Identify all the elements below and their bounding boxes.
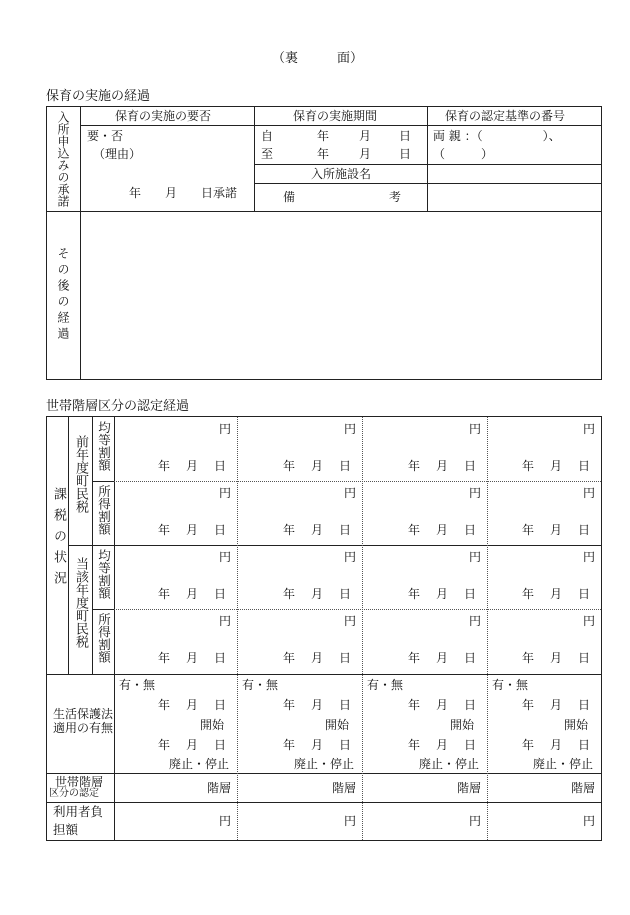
welfare-year-2: 年 <box>283 738 296 752</box>
date-day: 日 <box>578 523 591 537</box>
date-year: 年 <box>522 523 535 537</box>
start-label: 開始 <box>325 718 350 732</box>
start-label: 開始 <box>564 718 589 732</box>
need-text: 要・否 <box>87 129 124 143</box>
date-month: 月 <box>186 459 199 473</box>
reason-text: （理由） <box>93 147 142 161</box>
date-year: 年 <box>522 651 535 665</box>
date-day: 日 <box>214 651 227 665</box>
date-month: 月 <box>550 651 563 665</box>
date-day: 日 <box>214 587 227 601</box>
welfare-day-2: 日 <box>339 738 352 752</box>
date-month: 月 <box>186 587 199 601</box>
date-year: 年 <box>283 459 296 473</box>
date-year: 年 <box>408 651 421 665</box>
start-label: 開始 <box>450 718 475 732</box>
date-month: 月 <box>311 523 324 537</box>
date-year: 年 <box>283 651 296 665</box>
date-day: 日 <box>464 459 477 473</box>
paren-text: （ ） <box>433 147 494 161</box>
section2-heading: 世帯階層区分の認定経過 <box>46 399 190 414</box>
burden-yen: 円 <box>344 814 357 828</box>
burden-yen: 円 <box>583 814 596 828</box>
from-month: 月 <box>359 129 372 143</box>
date-year: 年 <box>158 587 171 601</box>
remarks-label-2: 考 <box>389 190 402 204</box>
tier-unit: 階層 <box>571 781 596 795</box>
welfare-month-2: 月 <box>186 738 199 752</box>
yen-unit: 円 <box>344 550 357 564</box>
date-month: 月 <box>186 523 199 537</box>
date-year: 年 <box>408 523 421 537</box>
date-year: 年 <box>158 523 171 537</box>
to-day: 日 <box>399 147 412 161</box>
from-year: 年 <box>317 129 330 143</box>
yen-unit: 円 <box>219 422 232 436</box>
curr-year-label: 当該年度町民税 <box>73 557 88 648</box>
welfare-day-2: 日 <box>464 738 477 752</box>
yen-unit: 円 <box>469 550 482 564</box>
burden-yen: 円 <box>469 814 482 828</box>
welfare-year-2: 年 <box>408 738 421 752</box>
welfare-day-1: 日 <box>214 698 227 712</box>
welfare-day-2: 日 <box>578 738 591 752</box>
date-month: 月 <box>436 651 449 665</box>
parents-text: 両 親 ：（ ）、 <box>433 129 561 143</box>
welfare-month-2: 月 <box>550 738 563 752</box>
stop-label: 廃止・停止 <box>533 757 594 771</box>
welfare-day-2: 日 <box>214 738 227 752</box>
date-year: 年 <box>522 587 535 601</box>
date-month: 月 <box>436 587 449 601</box>
stop-label: 廃止・停止 <box>169 757 230 771</box>
burden-label-2: 担額 <box>53 822 79 837</box>
col-header-criteria: 保育の認定基準の番号 <box>445 109 566 123</box>
facility-label: 入所施設名 <box>311 167 372 181</box>
yen-unit: 円 <box>344 486 357 500</box>
date-day: 日 <box>464 651 477 665</box>
welfare-month-2: 月 <box>436 738 449 752</box>
date-day: 日 <box>578 651 591 665</box>
date-month: 月 <box>311 651 324 665</box>
welfare-year-2: 年 <box>522 738 535 752</box>
welfare-label-1 <box>53 707 113 735</box>
welfare-month-1: 月 <box>311 698 324 712</box>
date-month: 月 <box>311 459 324 473</box>
welfare-day-1: 日 <box>464 698 477 712</box>
welfare-day-1: 日 <box>339 698 352 712</box>
date-day: 日 <box>339 651 352 665</box>
date-day: 日 <box>339 587 352 601</box>
burden-label-1: 利用者負 <box>53 804 104 819</box>
welfare-month-1: 月 <box>550 698 563 712</box>
welfare-day-1: 日 <box>578 698 591 712</box>
yen-unit: 円 <box>219 550 232 564</box>
date-year: 年 <box>283 523 296 537</box>
yes-no: 有・無 <box>367 678 404 692</box>
date-day: 日 <box>339 459 352 473</box>
date-month: 月 <box>550 459 563 473</box>
to-year: 年 <box>317 147 330 161</box>
date-day: 日 <box>578 587 591 601</box>
section1-table <box>46 106 602 380</box>
tax-status-label: 課税の状況 <box>51 487 66 592</box>
page-title: （裏 面） <box>272 51 364 66</box>
welfare-month-1: 月 <box>186 698 199 712</box>
welfare-month-2: 月 <box>311 738 324 752</box>
yen-unit: 円 <box>583 486 596 500</box>
date-month: 月 <box>186 651 199 665</box>
welfare-year-1: 年 <box>283 698 296 712</box>
col-header-period: 保育の実施期間 <box>293 109 378 123</box>
burden-yen: 円 <box>219 814 232 828</box>
welfare-year-1: 年 <box>408 698 421 712</box>
date-day: 日 <box>464 587 477 601</box>
date-month: 月 <box>550 523 563 537</box>
yes-no: 有・無 <box>119 678 156 692</box>
yen-unit: 円 <box>583 422 596 436</box>
yen-unit: 円 <box>583 550 596 564</box>
progress-side-label: その後の経過 <box>56 247 70 343</box>
section1-heading: 保育の実施の経過 <box>46 89 151 104</box>
yen-unit: 円 <box>219 486 232 500</box>
to-label: 至 <box>261 147 274 161</box>
welfare-label: 生活保護法適用の有無 <box>53 707 114 735</box>
welfare-year-2: 年 <box>158 738 171 752</box>
date-day: 日 <box>464 523 477 537</box>
yen-unit: 円 <box>469 614 482 628</box>
yen-unit: 円 <box>219 614 232 628</box>
date-year: 年 <box>283 587 296 601</box>
date-year: 年 <box>522 459 535 473</box>
date-day: 日 <box>578 459 591 473</box>
yes-no: 有・無 <box>492 678 529 692</box>
approval-date: 年 月 日承諾 <box>129 186 238 200</box>
date-month: 月 <box>436 459 449 473</box>
date-month: 月 <box>436 523 449 537</box>
date-year: 年 <box>158 459 171 473</box>
welfare-month-1: 月 <box>436 698 449 712</box>
date-day: 日 <box>214 459 227 473</box>
date-day: 日 <box>339 523 352 537</box>
tier-unit: 階層 <box>332 781 357 795</box>
prev-year-label: 前年度町民税 <box>73 435 88 513</box>
date-month: 月 <box>550 587 563 601</box>
tier-unit: 階層 <box>207 781 232 795</box>
welfare-year-1: 年 <box>522 698 535 712</box>
welfare-year-1: 年 <box>158 698 171 712</box>
section2-table <box>46 416 602 841</box>
date-year: 年 <box>158 651 171 665</box>
yen-unit: 円 <box>583 614 596 628</box>
yen-unit: 円 <box>469 422 482 436</box>
col-header-need: 保育の実施の要否 <box>115 109 212 123</box>
to-month: 月 <box>359 147 372 161</box>
start-label: 開始 <box>200 718 225 732</box>
income-label-1: 所得割額 <box>96 485 112 535</box>
date-year: 年 <box>408 587 421 601</box>
yen-unit: 円 <box>344 614 357 628</box>
date-day: 日 <box>214 523 227 537</box>
tier-label-2: 区分の認定 <box>49 788 99 799</box>
date-month: 月 <box>311 587 324 601</box>
yen-unit: 円 <box>469 486 482 500</box>
remarks-label: 備 <box>283 190 296 204</box>
stop-label: 廃止・停止 <box>419 757 480 771</box>
approval-side-label: 入所申込みの承諾 <box>56 111 70 207</box>
stop-label: 廃止・停止 <box>294 757 355 771</box>
equal-label-1: 均等割額 <box>96 421 112 471</box>
from-day: 日 <box>399 129 412 143</box>
yes-no: 有・無 <box>242 678 279 692</box>
from-label: 自 <box>261 129 274 143</box>
date-year: 年 <box>408 459 421 473</box>
yen-unit: 円 <box>344 422 357 436</box>
tier-label-1: 世帯階層 <box>55 775 104 789</box>
equal-label-2: 均等割額 <box>96 549 112 599</box>
income-label-2: 所得割額 <box>96 613 112 663</box>
tier-unit: 階層 <box>457 781 482 795</box>
